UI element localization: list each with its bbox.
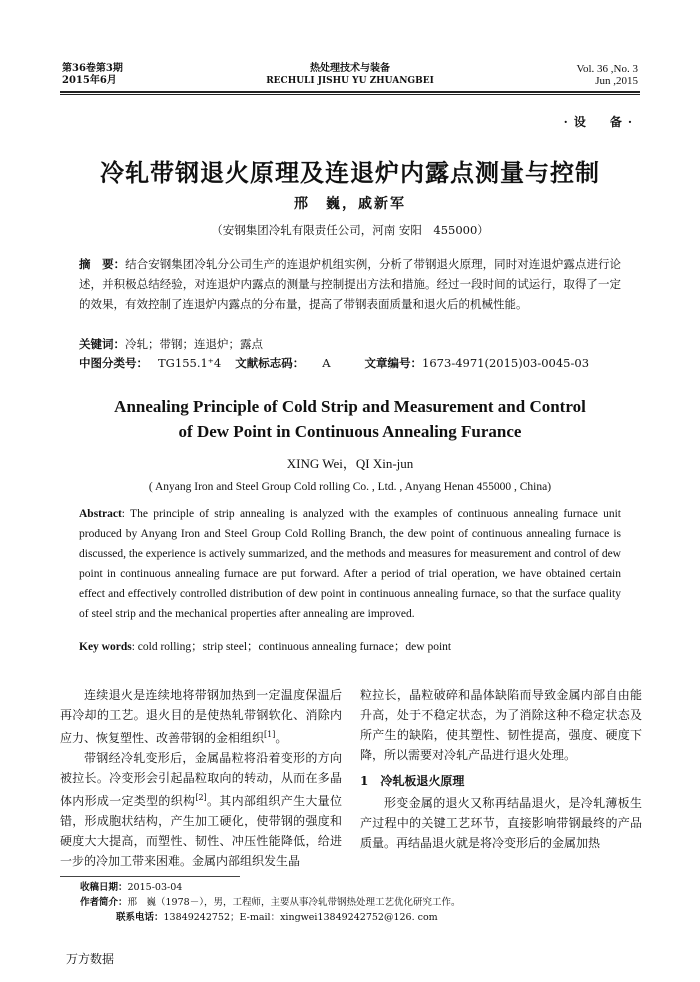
- title-en: [0, 394, 700, 444]
- body-paragraph: [60, 748, 342, 871]
- author-bio-value: 邢 巍（1978－），男，工程师，主要从事冷轧带钢热处理工艺优化研究工作。: [127, 897, 461, 908]
- doc-code-label: 文献标志码：: [235, 356, 305, 370]
- affiliation-en: ( Anyang Iron and Steel Group Cold rolling Co. , Ltd. , Anyang Henan 455000 , China): [148, 481, 552, 493]
- issue-info: [62, 63, 123, 87]
- article-no-label: 文章编号：: [364, 356, 423, 370]
- keywords-en-label: Key words: [79, 641, 132, 653]
- abstract-en: [79, 504, 621, 624]
- body-left-column: [60, 685, 342, 871]
- received-label: 收稿日期：: [80, 882, 128, 893]
- footnote: [80, 880, 460, 925]
- classification-line: [79, 355, 621, 371]
- abstract-en-text: : The principle of strip annealing is analyzed with the examples of continuous annealing furnace unit produced by Anyang Iron and Steel Group Cold Rolling Branch, the dew point of continuous annealing furnace is discussed, the experience is actively summarized, and the methods and measures for measurement and control of dew point in continuous annealing furnace are put forward. After a period of trial operation, we have obtained certain effect and effectively controlled distribution of dew point in continuous annealing furnace, so that the surface quality of steel strip and the mechanical properties after annealing are improved.: [79, 508, 621, 620]
- citation-ref: [1]: [264, 730, 276, 739]
- abstract-zh-label: 摘 要：: [79, 257, 126, 271]
- journal-name-pinyin: RECHULI JISHU YU ZHUANGBEI: [266, 76, 434, 86]
- issue-volume-en: Vol. 36 ,No. 3: [576, 63, 638, 75]
- authors-en: XING Wei，QI Xin-jun: [286, 456, 414, 471]
- abstract-zh-text: 结合安钢集团冷轧分公司生产的连退炉机组实例，分析了带钢退火原理，同时对连退炉露点进行论述，并积极总结经验，对连退炉内露点的测量与控制提出方法和措施。经过一段时间的试运行，取得了一定的效果，有效控制了连退炉内露点的分布量，提高了带钢表面质量和退火后的机械性能。: [79, 257, 622, 311]
- journal-name: [250, 63, 450, 87]
- issue-date: 2015年6月: [62, 75, 117, 86]
- contact-label: 联系电话：: [116, 912, 164, 923]
- section-tag: ·设 备·: [563, 115, 638, 129]
- contact-value: 13849242752；E-mail：xingwei13849242752@126. com: [163, 912, 438, 923]
- header-rule-thin: [60, 94, 640, 95]
- title-en-line2: of Dew Point in Continuous Annealing Furance: [178, 422, 522, 441]
- doc-code-value: A: [322, 356, 331, 370]
- body-paragraph: [60, 685, 342, 748]
- author-bio: [80, 895, 460, 910]
- abstract-en-label: Abstract: [79, 508, 122, 520]
- body-paragraph: 形变金属的退火又称再结晶退火，是冷轧薄板生产过程中的关键工艺环节，直接影响带钢最终的产品质量。再结晶退火就是将冷变形后的金属加热: [360, 796, 642, 850]
- received-date: [80, 880, 460, 895]
- clc-value: TG155.1⁺4: [158, 356, 222, 370]
- author-bio-label: 作者简介：: [80, 897, 128, 908]
- section-heading: 1 冷轧板退火原理: [360, 774, 465, 788]
- keywords-zh-text: 冷轧；带钢；连退炉；露点: [125, 337, 263, 351]
- page-title: 冷轧带钢退火原理及连退炉内露点测量与控制: [100, 158, 600, 187]
- header-rule: [60, 91, 640, 93]
- body-text: 带钢经冷轧变形后，金属晶粒将沿着变形的方向被拉长。冷变形会引起晶粒取向的转动，从而在多晶体内形成一定类型的织构: [60, 751, 342, 808]
- watermark: 万方数据: [66, 952, 115, 966]
- keywords-zh: [79, 334, 621, 354]
- body-text: 。: [275, 731, 288, 745]
- footnote-rule: [60, 876, 240, 877]
- contact-info: [80, 910, 460, 925]
- issue-volume: 第36卷第3期: [62, 63, 123, 74]
- issue-info-en: [576, 63, 638, 87]
- keywords-zh-label: 关键词：: [79, 337, 125, 351]
- authors-zh: 邢 巍，戚新军: [294, 196, 406, 212]
- title-en-line1: Annealing Principle of Cold Strip and Measurement and Control: [114, 397, 586, 416]
- body-paragraph: 粒拉长，晶粒破碎和晶体缺陷而导致金属内部自由能升高，处于不稳定状态，为了消除这种不稳定状态及所产生的缺陷，使其塑性、韧性提高，强度、硬度下降，所以需要对冷轧产品进行退火处理。: [360, 688, 642, 762]
- body-right-column: [360, 685, 642, 853]
- issue-date-en: Jun ,2015: [595, 75, 638, 87]
- abstract-zh: [79, 254, 621, 314]
- keywords-en-text: : cold rolling；strip steel；continuous annealing furnace；dew point: [131, 641, 452, 653]
- received-value: 2015-03-04: [127, 882, 183, 893]
- article-no-value: 1673-4971(2015)03-0045-03: [422, 356, 590, 370]
- clc-label: 中图分类号：: [79, 356, 148, 370]
- body-text: 连续退火是连续地将带钢加热到一定温度保温后再冷却的工艺。退火目的是使热轧带钢软化、消除内应力、恢复塑性、改善带钢的金相组织: [60, 688, 342, 745]
- body-text: 。其内部组织产生大量位错，形成胞状结构，产生加工硬化，使带钢的强度和硬度大大提高，而塑性、韧性、冲压性能降低，给进一步的冷加工带来困难。金属内部组织发生晶: [60, 794, 342, 868]
- journal-name-zh: 热处理技术与装备: [310, 63, 390, 74]
- affiliation-zh: （安钢集团冷轧有限责任公司，河南 安阳 455000）: [211, 223, 489, 237]
- keywords-en: [79, 637, 621, 657]
- citation-ref: [2]: [195, 793, 207, 802]
